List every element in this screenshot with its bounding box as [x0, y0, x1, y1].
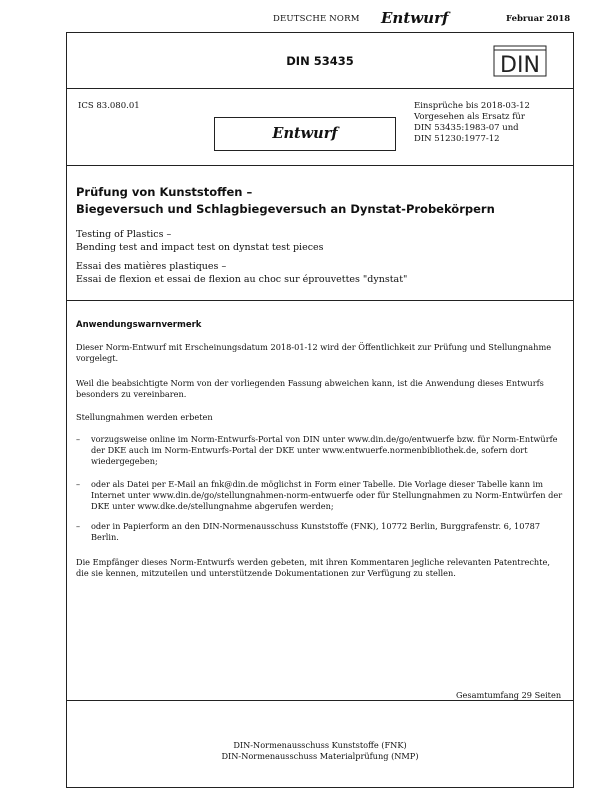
warnvermerk-paragraph: Dieser Norm-Entwurf mit Erscheinungsdatum 2018-01-12 wird der Öffentlichkeit zur Prüfung und Stellungnahme vorgelegt.	[76, 342, 552, 363]
divider	[66, 700, 574, 701]
title-line: Testing of Plastics –	[76, 229, 172, 240]
title-line: Biegeversuch und Schlagbiegeversuch an Dynstat-Probekörpern	[76, 202, 495, 216]
header-entwurf-label: Entwurf	[381, 9, 449, 27]
list-dash: –	[76, 521, 81, 531]
einsprueche-line: DIN 53435:1983-07 und	[414, 123, 519, 133]
ics-code: ICS 83.080.01	[78, 101, 140, 111]
header-date: Februar 2018	[506, 14, 571, 24]
divider	[66, 300, 574, 301]
footer-line: DIN-Normenausschuss Materialprüfung (NMP)	[221, 751, 419, 761]
einsprueche-line: DIN 51230:1977-12	[414, 134, 500, 144]
einsprueche-line: Einsprüche bis 2018-03-12	[414, 101, 530, 111]
warnvermerk-paragraph: Die Empfänger dieses Norm-Entwurfs werden gebeten, mit ihren Kommentaren jegliche relevanten Patentrechte, die sie kennen, mitzuteilen und unterstützende Dokumentationen zur Verfügung zu stellen.	[76, 557, 550, 578]
title-line: Essai de flexion et essai de flexion au choc sur éprouvettes "dynstat"	[76, 274, 408, 285]
warnvermerk-heading: Anwendungswarnvermerk	[76, 320, 202, 330]
einsprueche-line: Vorgesehen als Ersatz für	[414, 112, 525, 122]
list-item: oder als Datei per E-Mail an fnk@din.de möglichst in Form einer Tabelle. Die Vorlage dieser Tabelle kann im Internet unter www.din.de/go/stellungnahmen-norm-entwuerfe oder für Stellungnahmen zu Norm-Entwürfen der DKE unter www.dke.de/stellungnahme abgerufen werden;	[91, 479, 563, 511]
title-french	[76, 260, 407, 286]
entwurf-box: Entwurf	[214, 117, 396, 151]
title-line: Bending test and impact test on dynstat test pieces	[76, 242, 324, 253]
footer-line: DIN-Normenausschuss Kunststoffe (FNK)	[233, 740, 407, 750]
svg-text:DIN: DIN	[500, 53, 540, 77]
warnvermerk-paragraph: Stellungnahmen werden erbeten	[76, 412, 213, 422]
list-dash: –	[76, 434, 81, 444]
title-german	[76, 184, 495, 218]
title-line: Essai des matières plastiques –	[76, 261, 227, 272]
header-norm-label: DEUTSCHE NORM	[273, 14, 360, 24]
din-logo	[493, 45, 547, 77]
list-dash: –	[76, 479, 81, 489]
list-item: oder in Papierform an den DIN-Normenausschuss Kunststoffe (FNK), 10772 Berlin, Burggrafenstr. 6, 10787 Berlin.	[91, 521, 541, 542]
einsprueche-block	[414, 101, 530, 145]
list-item: vorzugsweise online im Norm-Entwurfs-Portal von DIN unter www.din.de/go/entwuerfe bzw. für Norm-Entwürfe der DKE auch im Norm-Entwurfs-Portal der DKE unter www.entwuerfe.normenbibliothek.de, sofern dort wiedergegeben;	[91, 434, 558, 466]
din-number: DIN 53435	[286, 54, 354, 68]
title-line: Prüfung von Kunststoffen –	[76, 185, 253, 199]
warnvermerk-paragraph: Weil die beabsichtigte Norm von der vorliegenden Fassung abweichen kann, ist die Anwendung dieses Entwurfs besonders zu vereinbaren.	[76, 378, 544, 399]
divider	[66, 165, 574, 166]
title-english	[76, 228, 324, 254]
page-count: Gesamtumfang 29 Seiten	[456, 690, 562, 700]
